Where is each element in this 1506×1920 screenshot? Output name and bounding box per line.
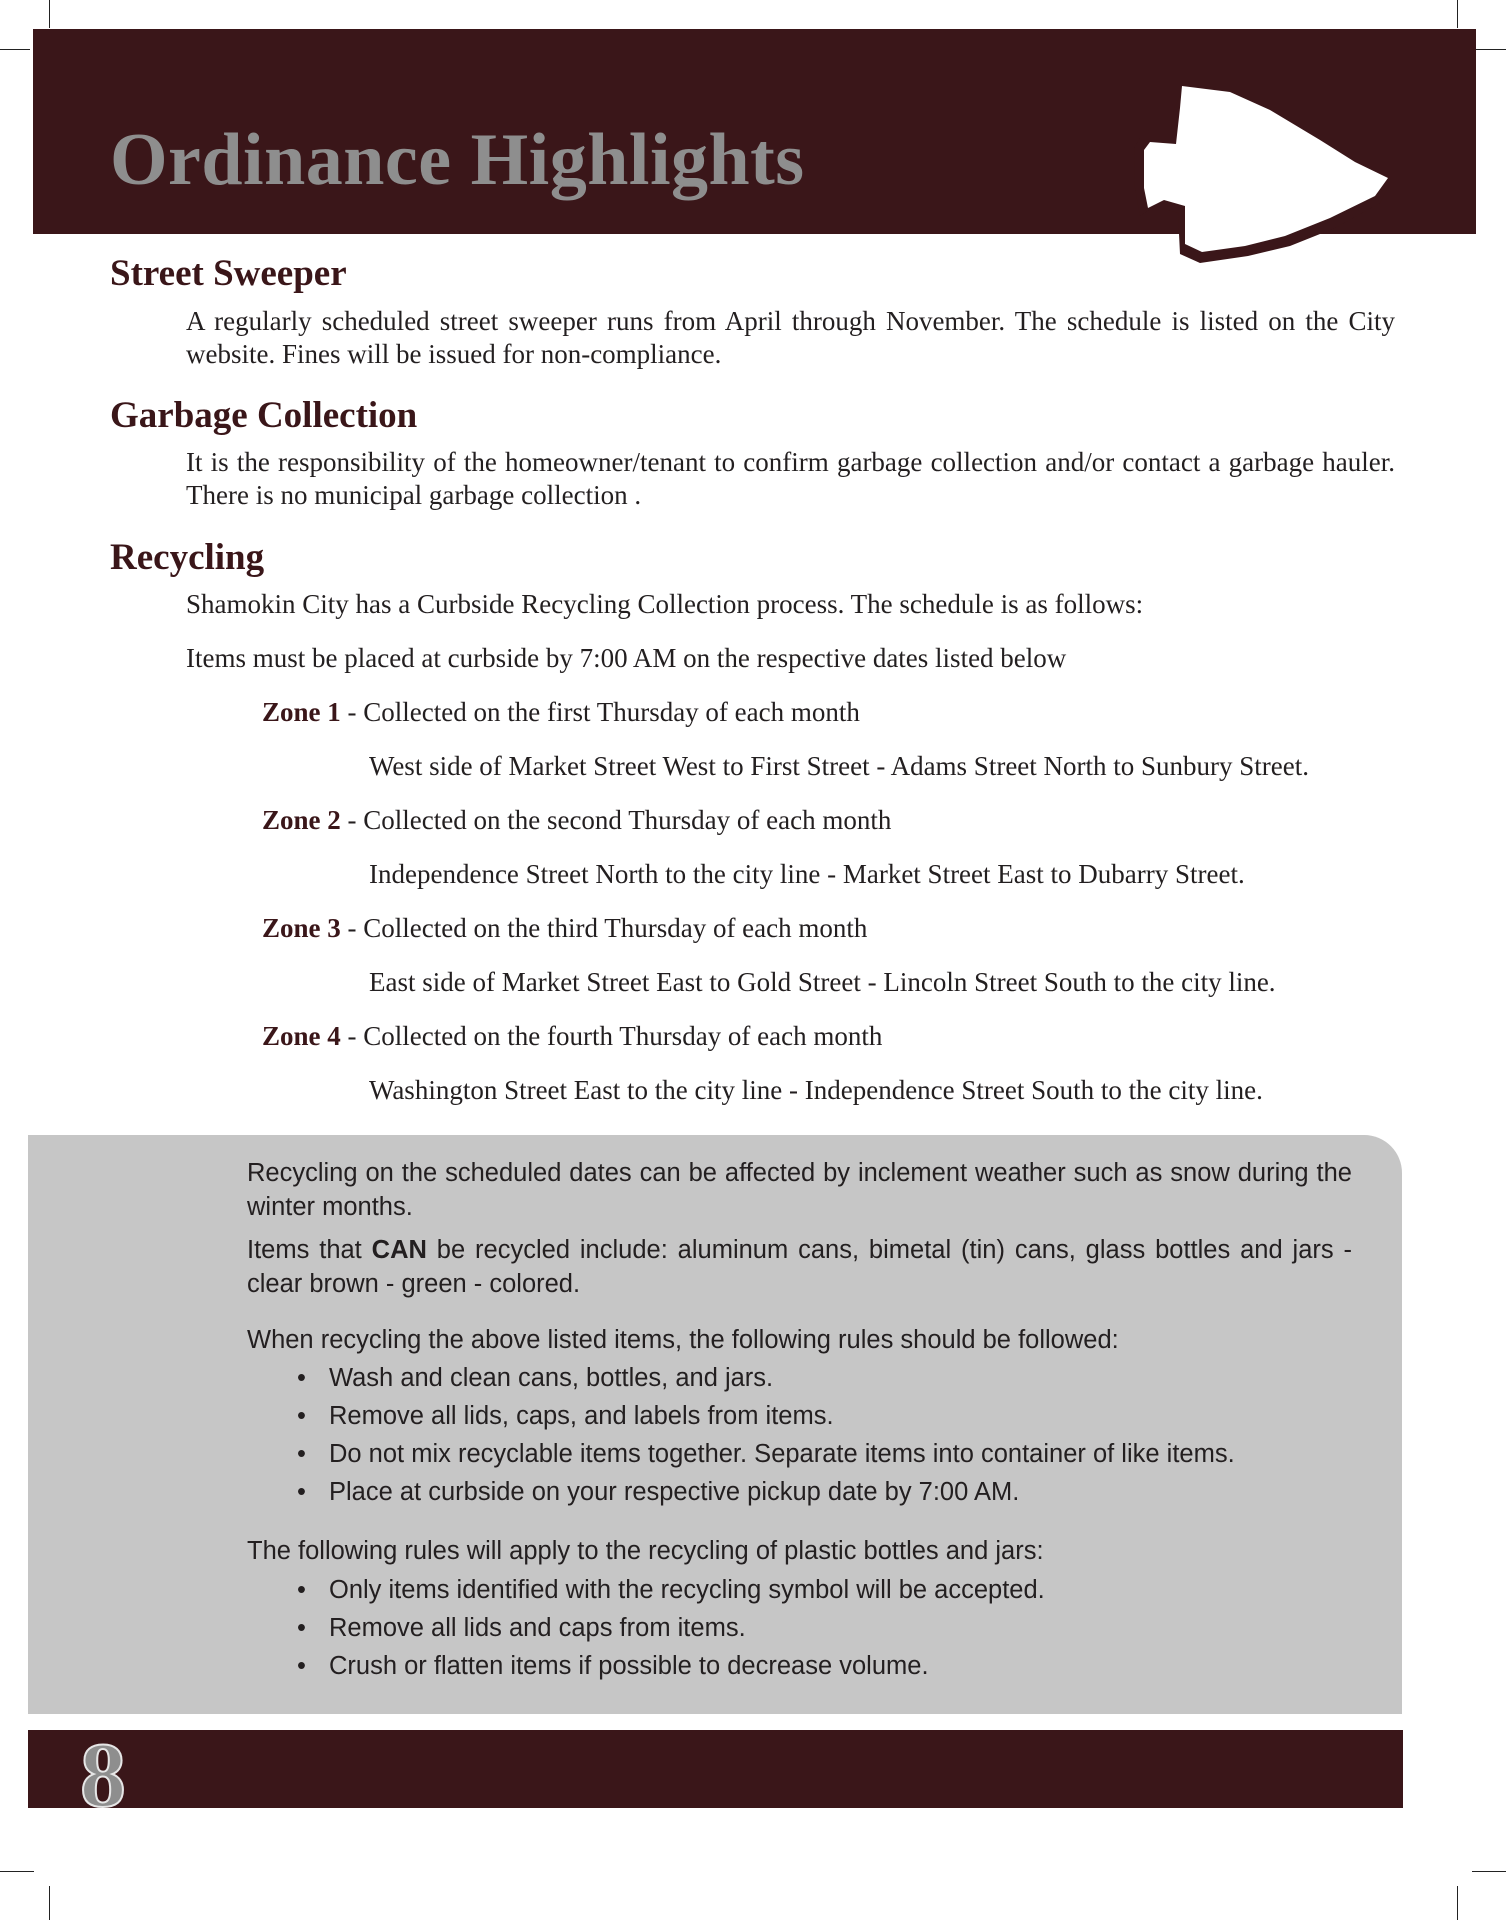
page-number: 8: [80, 1724, 126, 1826]
crop-mark: [1457, 0, 1458, 28]
crop-mark: [0, 1871, 34, 1872]
rules-intro: When recycling the above listed items, the following rules should be followed:: [247, 1326, 1119, 1354]
garbage-text: It is the responsibility of the homeowner/tenant to confirm garbage collection and/or contact a garbage hauler. There is no municipal garbage collection .: [186, 447, 1395, 510]
rule-item: Remove all lids, caps, and labels from items.: [329, 1402, 834, 1430]
footer-band: [28, 1730, 1403, 1808]
weather-note: Recycling on the scheduled dates can be affected by inclement weather such as snow during the winter months.: [247, 1159, 1352, 1221]
bullet: •: [297, 1440, 306, 1468]
can-recycle-text: Items that CAN be recycled include: aluminum cans, bimetal (tin) cans, glass bottles and jars - clear brown - green - colored.: [247, 1236, 1352, 1298]
bullet: •: [297, 1614, 306, 1642]
section-heading-recycling: Recycling: [110, 537, 265, 578]
zone-2: Zone 2 - Collected on the second Thursday of each month: [262, 805, 892, 835]
plastic-rule-item: Only items identified with the recycling symbol will be accepted.: [329, 1576, 1045, 1604]
recycling-intro: Shamokin City has a Curbside Recycling Collection process. The schedule is as follows:: [186, 589, 1144, 619]
page-title: Ordinance Highlights: [110, 119, 805, 201]
street-sweeper-text: A regularly scheduled street sweeper runs from April through November. The schedule is listed on the City website. Fines will be issued for non-compliance.: [186, 306, 1395, 369]
crop-mark: [0, 49, 30, 50]
zone-4: Zone 4 - Collected on the fourth Thursday of each month: [262, 1021, 883, 1051]
plastic-rule-item: Remove all lids and caps from items.: [329, 1614, 746, 1642]
bullet: •: [297, 1652, 306, 1680]
rule-item: Do not mix recyclable items together. Separate items into container of like items.: [329, 1440, 1235, 1468]
bullet: •: [297, 1402, 306, 1430]
bullet: •: [297, 1364, 306, 1392]
section-heading-street-sweeper: Street Sweeper: [110, 253, 347, 294]
arrowhead-icon: [1130, 78, 1400, 268]
bullet: •: [297, 1478, 306, 1506]
rule-item: Place at curbside on your respective pickup date by 7:00 AM.: [329, 1478, 1020, 1506]
crop-mark: [49, 0, 50, 28]
zone-1: Zone 1 - Collected on the first Thursday of each month: [262, 697, 860, 727]
section-heading-garbage: Garbage Collection: [110, 395, 418, 436]
zone-3-area: East side of Market Street East to Gold Street - Lincoln Street South to the city line.: [369, 967, 1276, 997]
zone-3: Zone 3 - Collected on the third Thursday of each month: [262, 913, 868, 943]
rule-item: Wash and clean cans, bottles, and jars.: [329, 1364, 774, 1392]
crop-mark: [49, 1886, 50, 1920]
plastic-rule-item: Crush or flatten items if possible to decrease volume.: [329, 1652, 929, 1680]
zone-2-area: Independence Street North to the city line - Market Street East to Dubarry Street.: [369, 859, 1245, 889]
zone-1-area: West side of Market Street West to First Street - Adams Street North to Sunbury Street.: [369, 751, 1310, 781]
crop-mark: [1457, 1886, 1458, 1920]
bullet: •: [297, 1576, 306, 1604]
zone-4-area: Washington Street East to the city line - Independence Street South to the city line.: [369, 1075, 1263, 1105]
crop-mark: [1472, 49, 1506, 50]
plastic-intro: The following rules will apply to the recycling of plastic bottles and jars:: [247, 1537, 1044, 1565]
recycling-deadline: Items must be placed at curbside by 7:00 AM on the respective dates listed below: [186, 643, 1067, 673]
crop-mark: [1472, 1871, 1506, 1872]
